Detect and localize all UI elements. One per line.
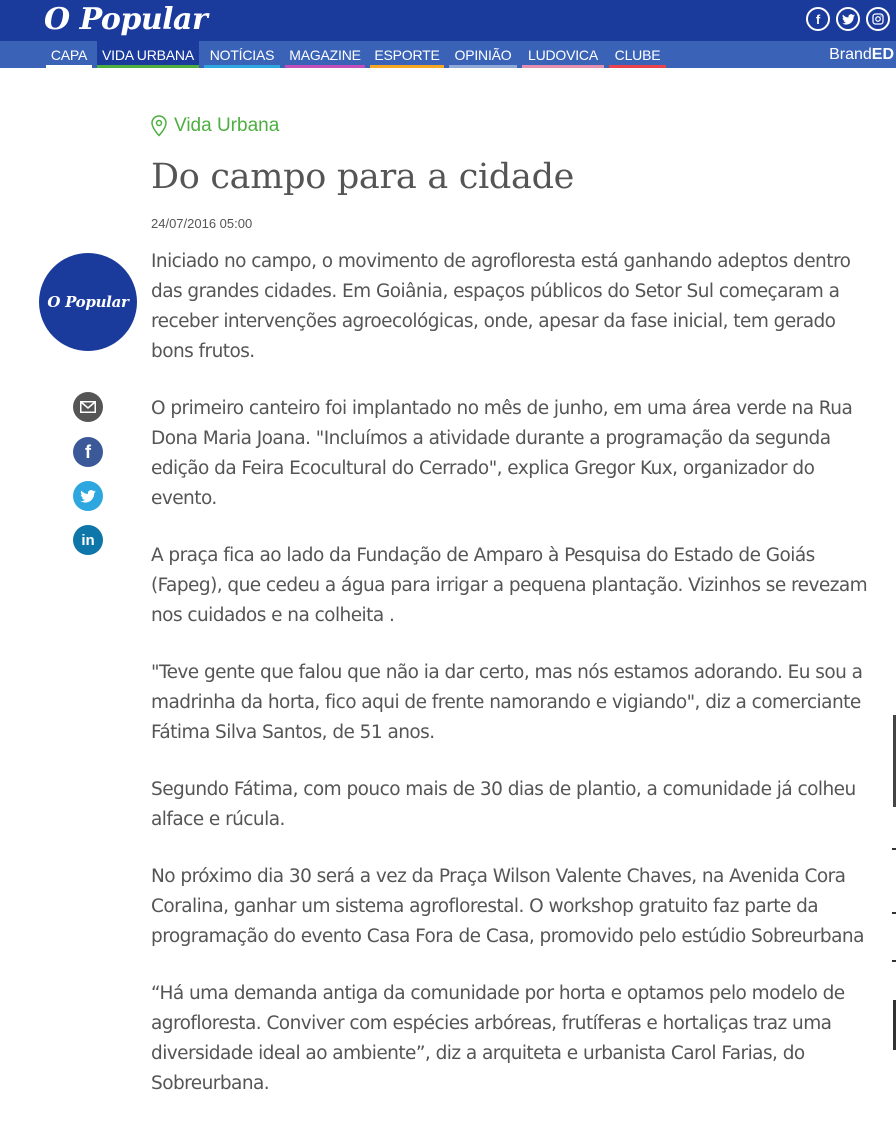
nav-label: MAGAZINE <box>289 47 361 63</box>
article-paragraph: "Teve gente que falou que não ia dar certo, mas nós estamos adorando. Eu sou a madrinha da horta, fico aqui de frente namorando e vigiando", diz a comerciante Fátima Silva Santos, de 51 anos. <box>151 662 863 743</box>
article-paragraph: No próximo dia 30 será a vez da Praça Wilson Valente Chaves, na Avenida Cora Coralina, ganhar um sistema agroflorestal. O workshop gratuito faz parte da programação do evento Casa Fora de Casa, promovido pelo estúdio Sobreurbana <box>151 866 864 947</box>
nav-underline <box>609 65 666 68</box>
article-paragraph: Segundo Fátima, com pouco mais de 30 dias de plantio, a comunidade já colheu alface e rúcula. <box>151 779 856 830</box>
nav-underline <box>97 65 199 68</box>
twitter-icon <box>80 490 96 503</box>
author-avatar <box>39 253 137 351</box>
nav-underline <box>522 65 604 68</box>
article-paragraph: Iniciado no campo, o movimento de agrofloresta está ganhando adeptos dentro das grandes cidades. Em Goiânia, espaços públicos do Setor Sul começaram a receber intervenções agroecológicas, onde, apesar da fase inicial, tem gerado bons frutos. <box>151 251 851 362</box>
nav-label: ESPORTE <box>374 47 440 63</box>
brand-prefix: Brand <box>829 46 872 63</box>
article-body <box>151 247 876 1126</box>
instagram-icon[interactable] <box>866 7 890 31</box>
article-paragraph: O primeiro canteiro foi implantado no mês de junho, em uma área verde na Rua Dona Maria Joana. "Incluímos a atividade durante a programação da segunda edição da Feira Ecocultural do Cerrado", explica Gregor Kux, organizador do evento. <box>151 398 853 509</box>
nav-underline <box>46 65 92 68</box>
nav-item-vida-urbana[interactable] <box>97 41 199 68</box>
twitter-share-button[interactable] <box>73 481 103 511</box>
nav-item-esporte[interactable] <box>370 41 444 68</box>
nav-underline <box>449 65 517 68</box>
nav-item-opiniao[interactable] <box>449 41 517 68</box>
main-nav <box>0 41 896 68</box>
linkedin-share-button[interactable] <box>73 525 103 555</box>
twitter-icon[interactable] <box>836 7 860 31</box>
avatar-logo: O Popular <box>47 293 129 311</box>
top-bar <box>0 0 896 41</box>
email-icon <box>80 401 96 413</box>
linkedin-icon: in <box>81 531 95 549</box>
brand-suffix: ED <box>871 46 894 63</box>
brand-ed-link[interactable] <box>829 41 894 68</box>
section-link[interactable] <box>151 115 279 137</box>
site-logo[interactable]: O Popular <box>44 2 208 37</box>
social-links <box>806 7 890 31</box>
nav-label: OPINIÃO <box>454 47 512 63</box>
facebook-icon: f <box>85 441 91 462</box>
article-title: Do campo para a cidade <box>151 157 575 197</box>
nav-item-noticias[interactable] <box>204 41 280 68</box>
nav-label: LUDOVICA <box>528 47 598 63</box>
nav-label: CAPA <box>50 47 88 63</box>
nav-label: CLUBE <box>614 47 661 63</box>
article-paragraph: A praça fica ao lado da Fundação de Amparo à Pesquisa do Estado de Goiás (Fapeg), que cedeu a água para irrigar a pequena plantação. Vizinhos se revezam nos cuidados e na colheita . <box>151 545 868 626</box>
nav-underline <box>285 65 365 68</box>
email-share-button[interactable] <box>73 392 103 422</box>
edge-mark <box>892 960 896 962</box>
article-paragraph: “Há uma demanda antiga da comunidade por horta e optamos pelo modelo de agrofloresta. Conviver com espécies arbóreas, frutíferas e hortaliças traz uma diversidade ideal ao ambiente”, diz a arquiteta e urbanista Carol Farias, do Sobreurbana. <box>151 983 845 1094</box>
nav-item-clube[interactable] <box>609 41 666 68</box>
nav-item-capa[interactable] <box>46 41 92 68</box>
nav-item-magazine[interactable] <box>285 41 365 68</box>
section-label: Vida Urbana <box>174 115 280 136</box>
nav-label: VIDA URBANA <box>102 47 194 63</box>
nav-underline <box>204 65 280 68</box>
edge-mark <box>892 848 896 850</box>
nav-underline <box>370 65 444 68</box>
facebook-icon[interactable]: f <box>806 7 830 31</box>
facebook-share-button[interactable] <box>73 437 103 467</box>
nav-item-ludovica[interactable] <box>522 41 604 68</box>
article-date: 24/07/2016 05:00 <box>151 216 253 231</box>
edge-mark <box>892 912 896 914</box>
location-pin-icon <box>151 115 167 137</box>
nav-label: NOTÍCIAS <box>209 47 275 63</box>
